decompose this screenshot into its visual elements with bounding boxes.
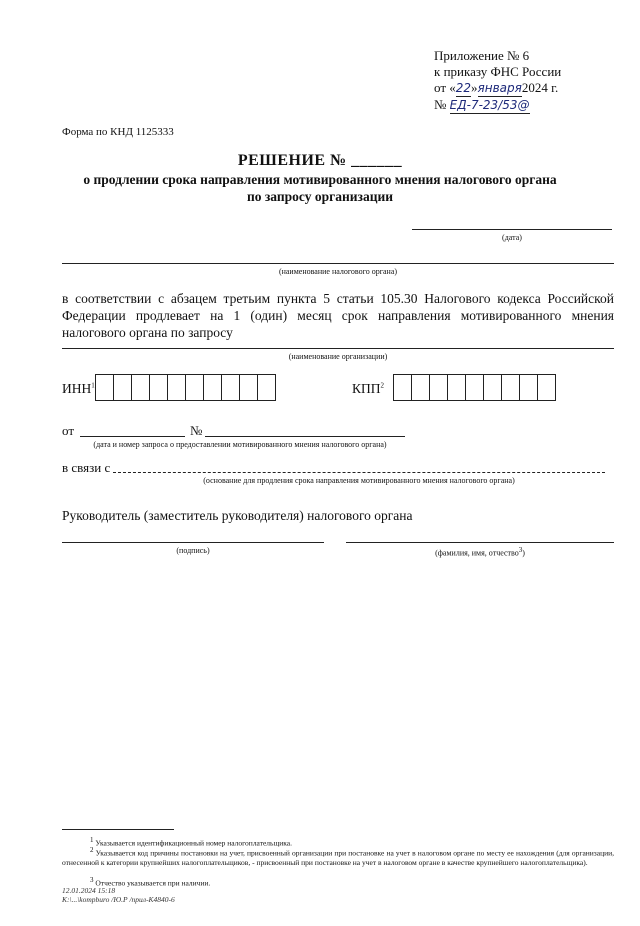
- footnote-1: $^1$ Указывается идентификационный номер налогоплательщика.: [90, 836, 292, 848]
- kpp-cell[interactable]: [483, 374, 502, 401]
- signature-caption: (подпись): [176, 546, 210, 555]
- kpp-cell[interactable]: [393, 374, 412, 401]
- footnote-separator: [62, 829, 174, 830]
- organization-field-line[interactable]: [62, 348, 614, 349]
- head-label: Руководитель (заместитель руководителя) налогового органа: [62, 508, 413, 523]
- inn-cell[interactable]: [221, 374, 240, 401]
- handwritten-order-number: ЕД-7-23/53@: [449, 98, 530, 112]
- handwritten-month: января: [477, 81, 522, 95]
- signature-field-line[interactable]: [62, 542, 324, 543]
- date-field-line[interactable]: [412, 229, 612, 230]
- kpp-cell[interactable]: [429, 374, 448, 401]
- kpp-cell[interactable]: [537, 374, 556, 401]
- request-number-field-line[interactable]: [205, 436, 405, 437]
- kpp-label: КПП$^2$: [352, 381, 385, 396]
- appendix-line3: от «22»января2024 г.: [434, 80, 559, 95]
- request-caption: (дата и номер запроса о предоставлении мотивированного мнения налогового органа): [93, 440, 387, 449]
- from-label: от: [62, 423, 75, 438]
- inn-cell[interactable]: [185, 374, 204, 401]
- file-path: K:\...\kompburo /Ю.Р /прил-К4840-6: [62, 895, 175, 904]
- reason-caption: (основание для продления срока направления мотивированного мнения налогового органа): [203, 476, 515, 485]
- kpp-cell[interactable]: [411, 374, 430, 401]
- inn-cell[interactable]: [239, 374, 258, 401]
- inn-cells[interactable]: [96, 374, 276, 401]
- organization-caption: (наименование организации): [288, 352, 388, 361]
- decision-subtitle-2: по запросу организации: [246, 189, 394, 204]
- appendix-line1: Приложение № 6: [434, 48, 530, 63]
- kpp-cells[interactable]: [394, 374, 556, 401]
- fullname-caption: (фамилия, имя, отчество$^3$): [435, 546, 525, 558]
- footnote-2: $^2$ Указывается код причины постановки на учет, присвоенный организации при постановке на учет в налоговом органе по месту ее нахождения (для организации, отнесенной к категории крупнейших налогоплательщиков, - присвоенный при постановке на учет в налоговом органе в качестве крупнейшего налогоплательщика).: [62, 846, 615, 867]
- print-stamp: [62, 886, 175, 904]
- appendix-line4: № ЕД-7-23/53@: [434, 97, 530, 112]
- request-date-field-line[interactable]: [80, 436, 185, 437]
- form-code: Форма по КНД 1125333: [62, 126, 174, 138]
- kpp-cell[interactable]: [465, 374, 484, 401]
- inn-cell[interactable]: [95, 374, 114, 401]
- inn-label: ИНН$^1$: [62, 381, 95, 396]
- appendix-line2: к приказу ФНС России: [434, 64, 562, 79]
- print-timestamp: 12.01.2024 15:18: [62, 886, 116, 895]
- reason-label: в связи с: [62, 460, 111, 475]
- number-label: №: [190, 423, 203, 438]
- inn-cell[interactable]: [131, 374, 150, 401]
- decision-body-text: в соответствии с абзацем третьим пункта 5 статьи 105.30 Налогового кодекса Российской Федерации продлевает на 1 (один) месяц срок направления мотивированного мнения налогового органа по запросу: [62, 291, 614, 340]
- tax-authority-caption: (наименование налогового органа): [278, 267, 398, 276]
- appendix-block: [434, 48, 561, 114]
- kpp-cell[interactable]: [447, 374, 466, 401]
- inn-cell[interactable]: [257, 374, 276, 401]
- inn-cell[interactable]: [167, 374, 186, 401]
- reason-field-line[interactable]: [113, 472, 605, 473]
- kpp-cell[interactable]: [501, 374, 520, 401]
- decision-title: РЕШЕНИЕ № ______: [237, 152, 403, 169]
- fullname-field-line[interactable]: [346, 542, 614, 543]
- kpp-cell[interactable]: [519, 374, 538, 401]
- footnote-3: $^3$ Отчество указывается при наличии.: [90, 876, 211, 888]
- inn-cell[interactable]: [113, 374, 132, 401]
- date-caption: (дата): [502, 233, 522, 242]
- inn-cell[interactable]: [149, 374, 168, 401]
- handwritten-day: 22: [455, 81, 472, 95]
- tax-authority-field-line[interactable]: [62, 263, 614, 264]
- decision-subtitle: о продлении срока направления мотивированного мнения налогового органа: [83, 172, 557, 187]
- inn-cell[interactable]: [203, 374, 222, 401]
